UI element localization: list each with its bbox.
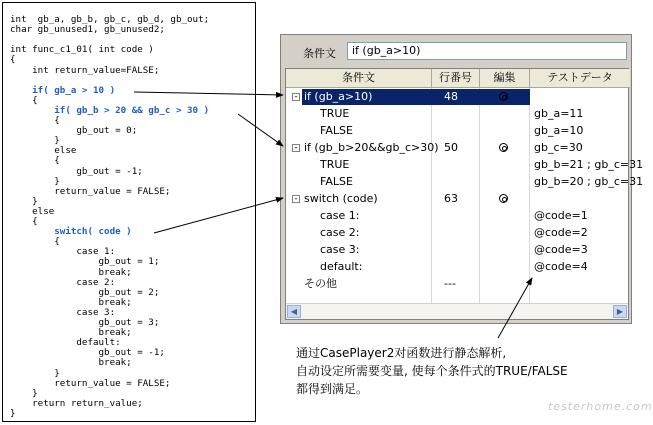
- condition-label: 条件文: [303, 47, 336, 60]
- code-line: {: [10, 236, 60, 248]
- row-test-data[interactable]: gb_b=20 ; gb_c=31: [534, 175, 644, 188]
- caption-line: 自动设定所需要变量, 使每个条件式的TRUE/FALSE: [296, 364, 568, 378]
- code-line: }: [10, 407, 16, 419]
- caption-line: 都得到满足。: [296, 382, 369, 396]
- collapse-toggle-icon[interactable]: -: [292, 195, 300, 203]
- code-line: int gb_a, gb_b, gb_c, gb_d, gb_out;: [10, 14, 210, 25]
- code-line: {: [10, 216, 38, 227]
- code-line: {: [10, 155, 60, 167]
- code-line: case 2:: [10, 276, 116, 288]
- code-line: int func_c1_01( int code ): [10, 44, 154, 56]
- row-test-data[interactable]: gb_b=21 ; gb_c=31: [534, 158, 644, 171]
- arrow-if-b: [238, 114, 283, 146]
- code-line: return_value = FALSE;: [10, 185, 171, 197]
- condition-field[interactable]: if (gb_a>10): [347, 42, 627, 60]
- arrow-if-a: [134, 92, 283, 95]
- row-condition[interactable]: case 2:: [320, 226, 360, 239]
- collapse-toggle-icon[interactable]: -: [292, 144, 300, 152]
- row-test-data[interactable]: @code=4: [534, 260, 588, 273]
- code-line: break;: [10, 357, 132, 369]
- code-line: char gb_unused1, gb_unused2;: [10, 24, 165, 36]
- code-line: if( gb_b > 20 && gb_c > 30 ): [10, 104, 210, 116]
- code-line: case 1:: [10, 246, 116, 258]
- row-condition[interactable]: TRUE: [320, 107, 350, 120]
- code-line: break;: [10, 266, 132, 278]
- header-condition[interactable]: 条件文: [286, 69, 432, 88]
- code-line: {: [10, 94, 38, 106]
- code-line: }: [10, 367, 60, 379]
- row-test-data[interactable]: @code=3: [534, 243, 588, 256]
- code-line: }: [10, 135, 60, 147]
- code-line: gb_out = -1;: [10, 165, 143, 177]
- code-line: gb_out = 0;: [10, 125, 138, 137]
- caption-line: 通过CasePlayer2对函数进行静态解析,: [296, 346, 507, 360]
- row-line-number: 50: [444, 141, 458, 154]
- header-line-number[interactable]: 行番号: [432, 69, 480, 88]
- code-line: int return_value=FALSE;: [10, 64, 160, 76]
- code-line: else: [10, 145, 77, 157]
- code-line: default:: [10, 337, 121, 349]
- row-condition[interactable]: FALSE: [320, 175, 353, 188]
- row-line-number: 48: [444, 90, 458, 103]
- row-test-data[interactable]: gb_c=30: [534, 141, 583, 154]
- code-line: gb_out = 3;: [10, 317, 160, 328]
- row-test-data[interactable]: gb_a=10: [534, 124, 584, 137]
- arrow-caption: [498, 278, 532, 338]
- caption-text: [296, 344, 568, 398]
- code-line: return_value = FALSE;: [10, 377, 171, 389]
- row-test-data[interactable]: @code=1: [534, 209, 588, 222]
- row-condition[interactable]: if (gb_b>20&&gb_c>30): [304, 141, 439, 154]
- chevron-right-icon[interactable]: ▶: [613, 305, 627, 318]
- row-condition[interactable]: FALSE: [320, 124, 353, 137]
- code-line: switch( code ): [10, 226, 132, 238]
- chevron-left-icon[interactable]: ◀: [287, 305, 301, 318]
- row-test-data[interactable]: gb_a=11: [534, 107, 584, 120]
- code-line: break;: [10, 327, 132, 339]
- code-line: case 3:: [10, 306, 116, 318]
- code-line: else: [10, 205, 55, 217]
- row-line-number: 63: [444, 192, 458, 205]
- row-line-number: ---: [444, 277, 456, 290]
- code-line: if( gb_a > 10 ): [10, 84, 116, 96]
- collapse-toggle-icon[interactable]: -: [292, 93, 300, 101]
- row-condition[interactable]: TRUE: [320, 158, 350, 171]
- row-condition[interactable]: default:: [320, 260, 363, 273]
- code-line: gb_out = -1;: [10, 347, 165, 359]
- row-condition[interactable]: switch (code): [304, 192, 378, 205]
- watermark: testerhome.com: [548, 400, 653, 413]
- row-condition[interactable]: case 3:: [320, 243, 360, 256]
- code-line: gb_out = 2;: [10, 286, 160, 298]
- row-test-data[interactable]: @code=2: [534, 226, 588, 239]
- code-line: }: [10, 195, 38, 207]
- row-condition[interactable]: case 1:: [320, 209, 360, 222]
- header-test-data[interactable]: テストデータ: [530, 69, 630, 88]
- row-condition[interactable]: その他: [304, 277, 337, 290]
- code-line: {: [10, 115, 60, 126]
- header-edit[interactable]: 編集: [480, 69, 530, 88]
- code-line: break;: [10, 296, 132, 308]
- code-line: }: [10, 175, 60, 187]
- code-line: gb_out = 1;: [10, 256, 160, 268]
- row-condition[interactable]: if (gb_a>10): [304, 90, 373, 103]
- code-line: {: [10, 54, 16, 66]
- code-line: }: [10, 387, 38, 399]
- code-line: return return_value;: [10, 397, 143, 409]
- arrow-switch: [154, 198, 283, 233]
